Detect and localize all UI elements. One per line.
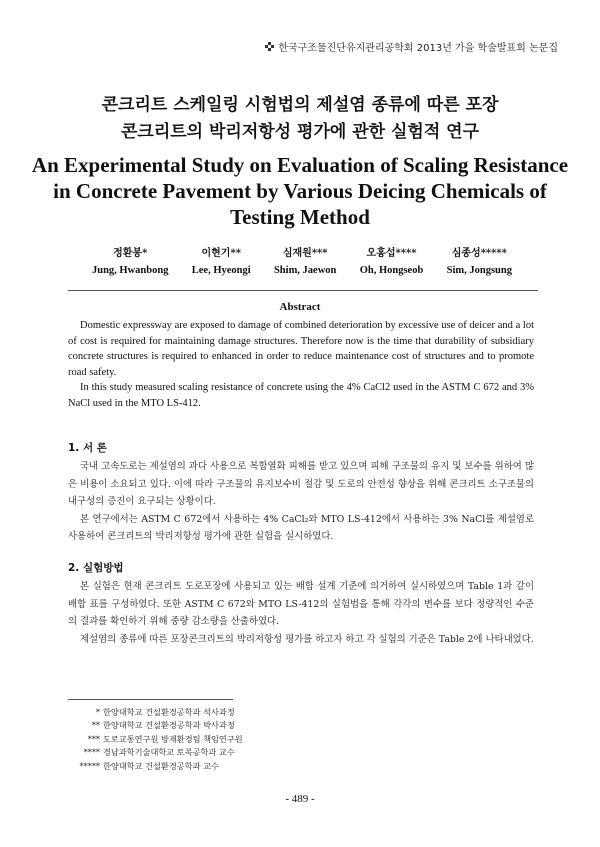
korean-title-line: 콘크리트의 박리저항성 평가에 관한 실험적 연구 [120, 122, 480, 142]
section-heading-methods: 2. 실험방법 [68, 562, 124, 574]
conference-name: 한국구조물진단유지관리공학회 2013년 가을 학술발표회 논문집 [278, 43, 558, 54]
author [360, 245, 424, 279]
korean-title-line: 콘크리트 스케일링 시험법의 제설염 종류에 따른 포장 [101, 95, 499, 115]
body-paragraph: 제설염의 종류에 따른 포장콘크리트의 박리저항성 평가를 하고자 하고 각 실험의 기준은 Table 2에 나타내었다. [80, 633, 534, 645]
footnote [68, 733, 368, 746]
section-heading-introduction: 1. 서 론 [68, 442, 107, 454]
body-paragraph: 본 연구에서는 ASTM C 672에서 사용하는 4% CaCl₂와 MTO LS-412에서 사용하는 3% NaCl를 제설염로 사용하여 콘크리트의 박리저항성 평가에 관한 실험을 실시하였다. [68, 513, 534, 542]
footnote-mark: * [95, 707, 100, 717]
title-divider [68, 290, 538, 291]
conference-header [265, 39, 558, 54]
footnote-mark: ***** [79, 760, 100, 771]
author-name-kr: 이현기** [201, 248, 241, 259]
body-paragraph: 본 실험은 현재 콘크리트 도로포장에 사용되고 있는 배합 설계 기준에 의거하여 실시하였으며 Table 1과 같이 배합 표를 구성하였다. 또한 ASTM C 672와 MTO LS-412의 실험법을 통해 각각의 변수를 보다 정량적인 수준의 결과를 확인하기 위해 중량 감소량을 산출하였다. [68, 581, 534, 627]
english-title [0, 152, 600, 230]
author-name-en: Sim, Jongsung [446, 265, 512, 276]
author [92, 245, 168, 279]
footnote [68, 706, 368, 719]
footnote-text: 한양대학교 건설환경공학과 교수 [103, 760, 219, 771]
author-name-en: Jung, Hwanbong [92, 265, 169, 276]
footnote-divider [68, 699, 233, 700]
abstract-heading: Abstract [279, 301, 321, 313]
author-name-en: Shim, Jaewon [273, 265, 337, 276]
footnote-mark: *** [87, 733, 100, 744]
author-name-kr: 정환봉* [113, 248, 148, 259]
author [192, 245, 251, 279]
footnote [68, 760, 368, 773]
footnote-text: 한양대학교 건설환경공학과 박사과정 [103, 720, 235, 731]
english-title-line: An Experimental Study on Evaluation of Scaling Resistance [31, 153, 569, 177]
footnotes [68, 706, 368, 773]
footnote [68, 746, 368, 759]
footnote [68, 719, 368, 732]
abstract-body [68, 318, 534, 411]
author-name-kr: 심재원*** [282, 248, 328, 259]
footnote-mark: **** [83, 747, 100, 758]
english-title-line: in Concrete Pavement by Various Deicing Chemicals of [53, 179, 547, 203]
author-list [92, 245, 512, 279]
page-number: - 489 - [285, 793, 315, 805]
section-methods-body [68, 578, 534, 648]
author-name-en: Lee, Hyeongi [191, 265, 251, 276]
abstract-paragraph: Domestic expressway are exposed to damage of combined deterioration by excessive use of deicer and a lot of cost is required for maintaining damage structures. Therefore now is the time that durability of subsidiary concrete structures is required to enhanced in order to reduce maintenance cost of structures and to promote road safety. [68, 320, 534, 378]
author [274, 245, 336, 279]
abstract-paragraph: In this study measured scaling resistance of concrete using the 4% CaCl2 used in the ASTM C 672 and 3% NaCl used in the MTO LS-412. [68, 382, 534, 409]
grid-logo-icon [265, 42, 274, 51]
author [447, 245, 512, 279]
body-paragraph: 국내 고속도로는 제설염의 과다 사용으로 복합열화 피해를 받고 있으며 피해 구조물의 유지 및 보수를 위하여 많은 비용이 소요되고 있다. 이에 따라 구조물의 유지보수비 절감 및 도로의 안전성 향상을 위해 콘크리트 소구조물의 내구성의 증진이 요구되는 상황이다. [68, 461, 534, 507]
author-name-kr: 오홍섭**** [366, 248, 417, 259]
footnote-mark: ** [91, 720, 100, 731]
footnote-text: 도로교통연구원 방재환경팀 책임연구원 [103, 733, 243, 744]
footnote-text: 한양대학교 건설환경공학과 석사과정 [103, 707, 235, 717]
author-name-kr: 심종성***** [451, 248, 507, 259]
korean-title [0, 92, 600, 146]
english-title-line: Testing Method [230, 205, 370, 229]
author-name-en: Oh, Hongseob [359, 265, 424, 276]
section-introduction-body [68, 458, 534, 546]
footnote-text: 경남과학기술대학교 토목공학과 교수 [103, 747, 235, 758]
